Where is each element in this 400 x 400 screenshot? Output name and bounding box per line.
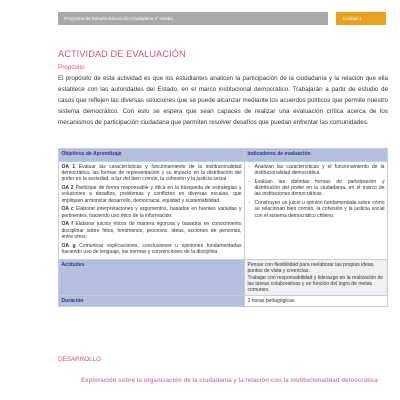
duracion-label: Duración: [59, 296, 245, 306]
actitudes-label: Actitudes: [59, 260, 245, 296]
duracion-value: 2 horas pedagógicas: [245, 296, 388, 306]
objective-code: OA 1: [61, 163, 76, 170]
objective-text: Evaluar las características y funcionamiento de la institucionalidad democrática, las formas de representación y su impacto en la distribución del poder en la sociedad, a luz del bien común, la cohesión y la justicia social.: [61, 163, 242, 183]
objective-code: OA 2: [61, 184, 74, 191]
actitud-item: Pensar con flexibilidad para reelaborar las propias ideas, puntos de vista y creencias.: [247, 261, 375, 275]
purpose-paragraph: El propósito de esta actividad es que los estudiantes analicen la participación de la ciudadanía y la relación que ella establece con las autoridades del Estado, en el marco institucional democrático. Trabajarán a partir de estudio de casos que reflejen las diversas soluciones que se puede alcanzar mediante los acuerdos políticos que permite nuestro sistema democrático. Con esto se espera que sean capaces de realizar una evaluación crítica acerca de los mecanismos de participación ciudadana que permiten resolver desafíos que puedan enfrentar las comunidades.: [58, 75, 388, 126]
exploracion-heading: Exploración sobre la organización de la ciudadanía y la relación con la institucionalidad democrática: [81, 377, 378, 384]
indicators-cell: [245, 162, 388, 260]
objective-item: [62, 206, 242, 219]
objective-text: Elaborar interpretaciones y argumentos, basados en fuentes variadas y pertinentes, haciendo uso ético de la información.: [61, 206, 242, 219]
section-subtitle: Propósito: [58, 64, 85, 71]
objectives-cell: [59, 162, 245, 260]
program-header-bar: Programa de Estudio Educación Ciudadana 4° medio: [58, 12, 328, 25]
objective-item: [62, 243, 242, 256]
objective-code: OA c: [61, 206, 74, 213]
objective-item: [62, 164, 242, 183]
objective-code: OA f: [61, 221, 73, 228]
unit-badge: Unidad 1: [336, 12, 386, 25]
indicator-item: - Analizan las características y el funcionamiento de la institucionalidad democrática.: [248, 164, 385, 177]
page-title: ACTIVIDAD DE EVALUACIÓN: [58, 49, 186, 59]
objective-code: OA g: [61, 242, 76, 249]
indicator-item: - Construyen un juicio u opinión fundamentada sobre cómo se relacionan bien común, la cohesión y la justicia social con el sistema democrático chileno.: [248, 200, 385, 219]
objective-item: [62, 221, 242, 240]
objective-text: Comunicar explicaciones, conclusiones u opiniones fundamentadas haciendo uso de lenguaje, las normas y convenciones de la disciplina.: [61, 242, 242, 256]
objective-text: Elaborar juicios éticos de manera rigurosa y basados en conocimiento disciplinar sobre hitos, fenómenos, procesos, ideas, acciones de personas, entre otros.: [61, 221, 242, 241]
page-header: [58, 12, 386, 25]
objectives-header: Objetivos de Aprendizaje: [59, 149, 245, 162]
actitudes-cell: [245, 260, 388, 296]
indicators-header: Indicadores de evaluación: [245, 149, 388, 162]
indicator-item: - Evalúan las distintas formas de participación y distribución del poder en la ciudadanía, en el marco de las instituciones democráticas.: [248, 179, 385, 198]
evaluation-table: [58, 148, 388, 307]
actitud-item: Trabajar con responsabilidad y liderazgo en la realización de las tareas colaborativas y en función del logro de metas comunes.: [247, 274, 384, 294]
objective-text: Participar de forma responsable y ética en la búsqueda de estrategias y soluciones a desafíos, problemas y conflictos en diversas escalas, que impliquen armonizar desarrollo, democracia, equidad y sustentabilidad.: [61, 184, 242, 204]
desarrollo-heading: DESARROLLO: [58, 356, 102, 363]
objective-item: [62, 185, 242, 204]
